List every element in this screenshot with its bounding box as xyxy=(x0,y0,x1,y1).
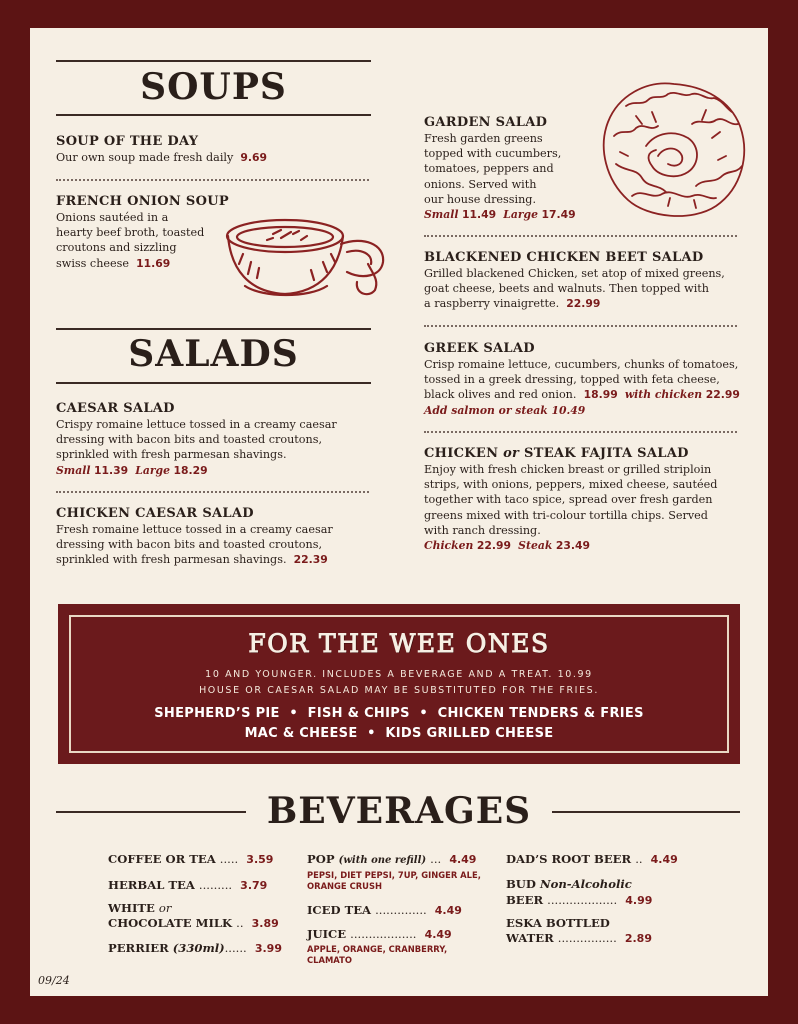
divider xyxy=(424,235,737,237)
wee-ones-row2: MAC & CHEESE • KIDS GRILLED CHEESE xyxy=(244,726,554,741)
item-name: GREEK SALAD xyxy=(424,341,535,356)
item-desc: Fresh romaine lettuce tossed in a creamy caesar dressing with bacon bits and toasted croutons, sprinkled with fresh parmesan shavings. 22.39 xyxy=(56,523,333,567)
item-price: 11.69 xyxy=(136,256,171,270)
wee-ones-banner xyxy=(58,604,740,764)
footer-date: 09/24 xyxy=(38,974,70,987)
salads-bottom-rule xyxy=(56,382,371,384)
item-desc: Enjoy with fresh chicken breast or grilled striploin strips, with onions, peppers, mixed cheese, sautéed together with taco spice, spread over fresh garden greens mixed with tri-colour tortilla chips. Served with ranch dressing. Chicken 22.99 Steak 23.49 xyxy=(424,463,718,553)
item-desc: Grilled blackened Chicken, set atop of mixed greens, goat cheese, beets and walnuts. Then topped with a raspberry vinaigrette. 22.99 xyxy=(424,267,725,311)
caesar-salad xyxy=(56,401,386,478)
item-price: 9.69 xyxy=(240,151,268,164)
garden-salad xyxy=(424,115,594,222)
greek-salad xyxy=(424,341,759,418)
bev-white-label: WHITE or xyxy=(108,901,172,915)
bev-juice: JUICE .................. 4.49 xyxy=(307,927,452,941)
lettuce-icon xyxy=(596,76,752,226)
bev-pop: POP (with one refill) ... 4.49 xyxy=(307,852,477,866)
item-name: GARDEN SALAD xyxy=(424,115,548,130)
bev-eska-water: WATER ................ 2.89 xyxy=(506,931,652,945)
soups-top-rule xyxy=(56,60,371,62)
divider xyxy=(424,325,737,327)
fajita-salad xyxy=(424,446,759,553)
salads-top-rule xyxy=(56,328,371,330)
soup-bowl-icon xyxy=(223,214,393,304)
beverages-title: BEVERAGES xyxy=(266,790,532,832)
item-price: 22.99 xyxy=(566,297,601,311)
divider xyxy=(56,179,369,181)
bev-iced-tea: ICED TEA .............. 4.49 xyxy=(307,903,462,917)
wee-ones-title: FOR THE WEE ONES xyxy=(248,629,550,658)
salads-title: SALADS xyxy=(128,333,299,375)
item-desc: Our own soup made fresh daily 9.69 xyxy=(56,151,268,164)
item-name: CHICKEN CAESAR SALAD xyxy=(56,506,254,521)
beverages-right-rule xyxy=(552,811,740,813)
greek-addon: Add salmon or steak 10.49 xyxy=(424,403,586,417)
chicken-caesar-salad xyxy=(56,506,386,568)
bev-coffee-tea: COFFEE OR TEA ..... 3.59 xyxy=(108,852,274,866)
wee-ones-line1: 10 AND YOUNGER. INCLUDES A BEVERAGE AND A TREAT. 10.99 xyxy=(205,669,593,680)
bev-dads-root-beer: DAD’S ROOT BEER .. 4.49 xyxy=(506,852,678,866)
item-name: CAESAR SALAD xyxy=(56,401,175,416)
wee-ones-row1: SHEPHERD’S PIE • FISH & CHIPS • CHICKEN TENDERS & FRIES xyxy=(154,706,644,721)
soups-bottom-rule xyxy=(56,114,371,116)
bev-bud-label: BUD Non-Alcoholic xyxy=(506,877,632,891)
bev-eska-label: ESKA BOTTLED xyxy=(506,916,610,930)
item-price: 22.39 xyxy=(293,553,328,567)
item-name: FRENCH ONION SOUP xyxy=(56,194,229,209)
bev-herbal-tea: HERBAL TEA ......... 3.79 xyxy=(108,878,268,892)
item-name: BLACKENED CHICKEN BEET SALAD xyxy=(424,250,704,265)
item-desc: Onions sautéed in a hearty beef broth, toasted croutons and sizzling swiss cheese 11.69 xyxy=(56,211,205,270)
item-name: CHICKEN or STEAK FAJITA SALAD xyxy=(424,446,689,461)
bev-bud-beer: BEER ................... 4.99 xyxy=(506,893,653,907)
wee-ones-line2: HOUSE OR CAESAR SALAD MAY BE SUBSTITUTED FOR THE FRIES. xyxy=(199,685,599,696)
blackened-chicken-beet-salad xyxy=(424,250,754,312)
item-desc: Crisp romaine lettuce, cucumbers, chunks of tomatoes, tossed in a greek dressing, topped with feta cheese, black olives and red onion. 18.99 with chicken 22.99 Add salmon or steak 10.49 xyxy=(424,357,759,418)
item-desc: Crispy romaine lettuce tossed in a creamy caesar dressing with bacon bits and toasted croutons, sprinkled with fresh parmesan shavings. Small 11.39 Large 18.29 xyxy=(56,418,337,477)
bev-pop-options: PEPSI, DIET PEPSI, 7UP, GINGER ALE, ORANGE CRUSH xyxy=(307,870,481,891)
item-desc: Fresh garden greens topped with cucumbers, tomatoes, peppers and onions. Served with our house dressing. Small 11.49 Large 17.49 xyxy=(424,132,576,222)
bev-perrier: PERRIER (330ml)...... 3.99 xyxy=(108,941,282,955)
divider xyxy=(56,491,369,493)
soups-title: SOUPS xyxy=(140,66,287,108)
menu-page xyxy=(30,28,768,996)
divider xyxy=(424,431,737,433)
beverages-left-rule xyxy=(56,811,246,813)
bev-chocolate-milk: CHOCOLATE MILK .. 3.89 xyxy=(108,916,279,930)
item-name: SOUP OF THE DAY xyxy=(56,134,199,149)
soup-of-the-day xyxy=(56,134,376,165)
bev-juice-options: APPLE, ORANGE, CRANBERRY, CLAMATO xyxy=(307,944,448,965)
